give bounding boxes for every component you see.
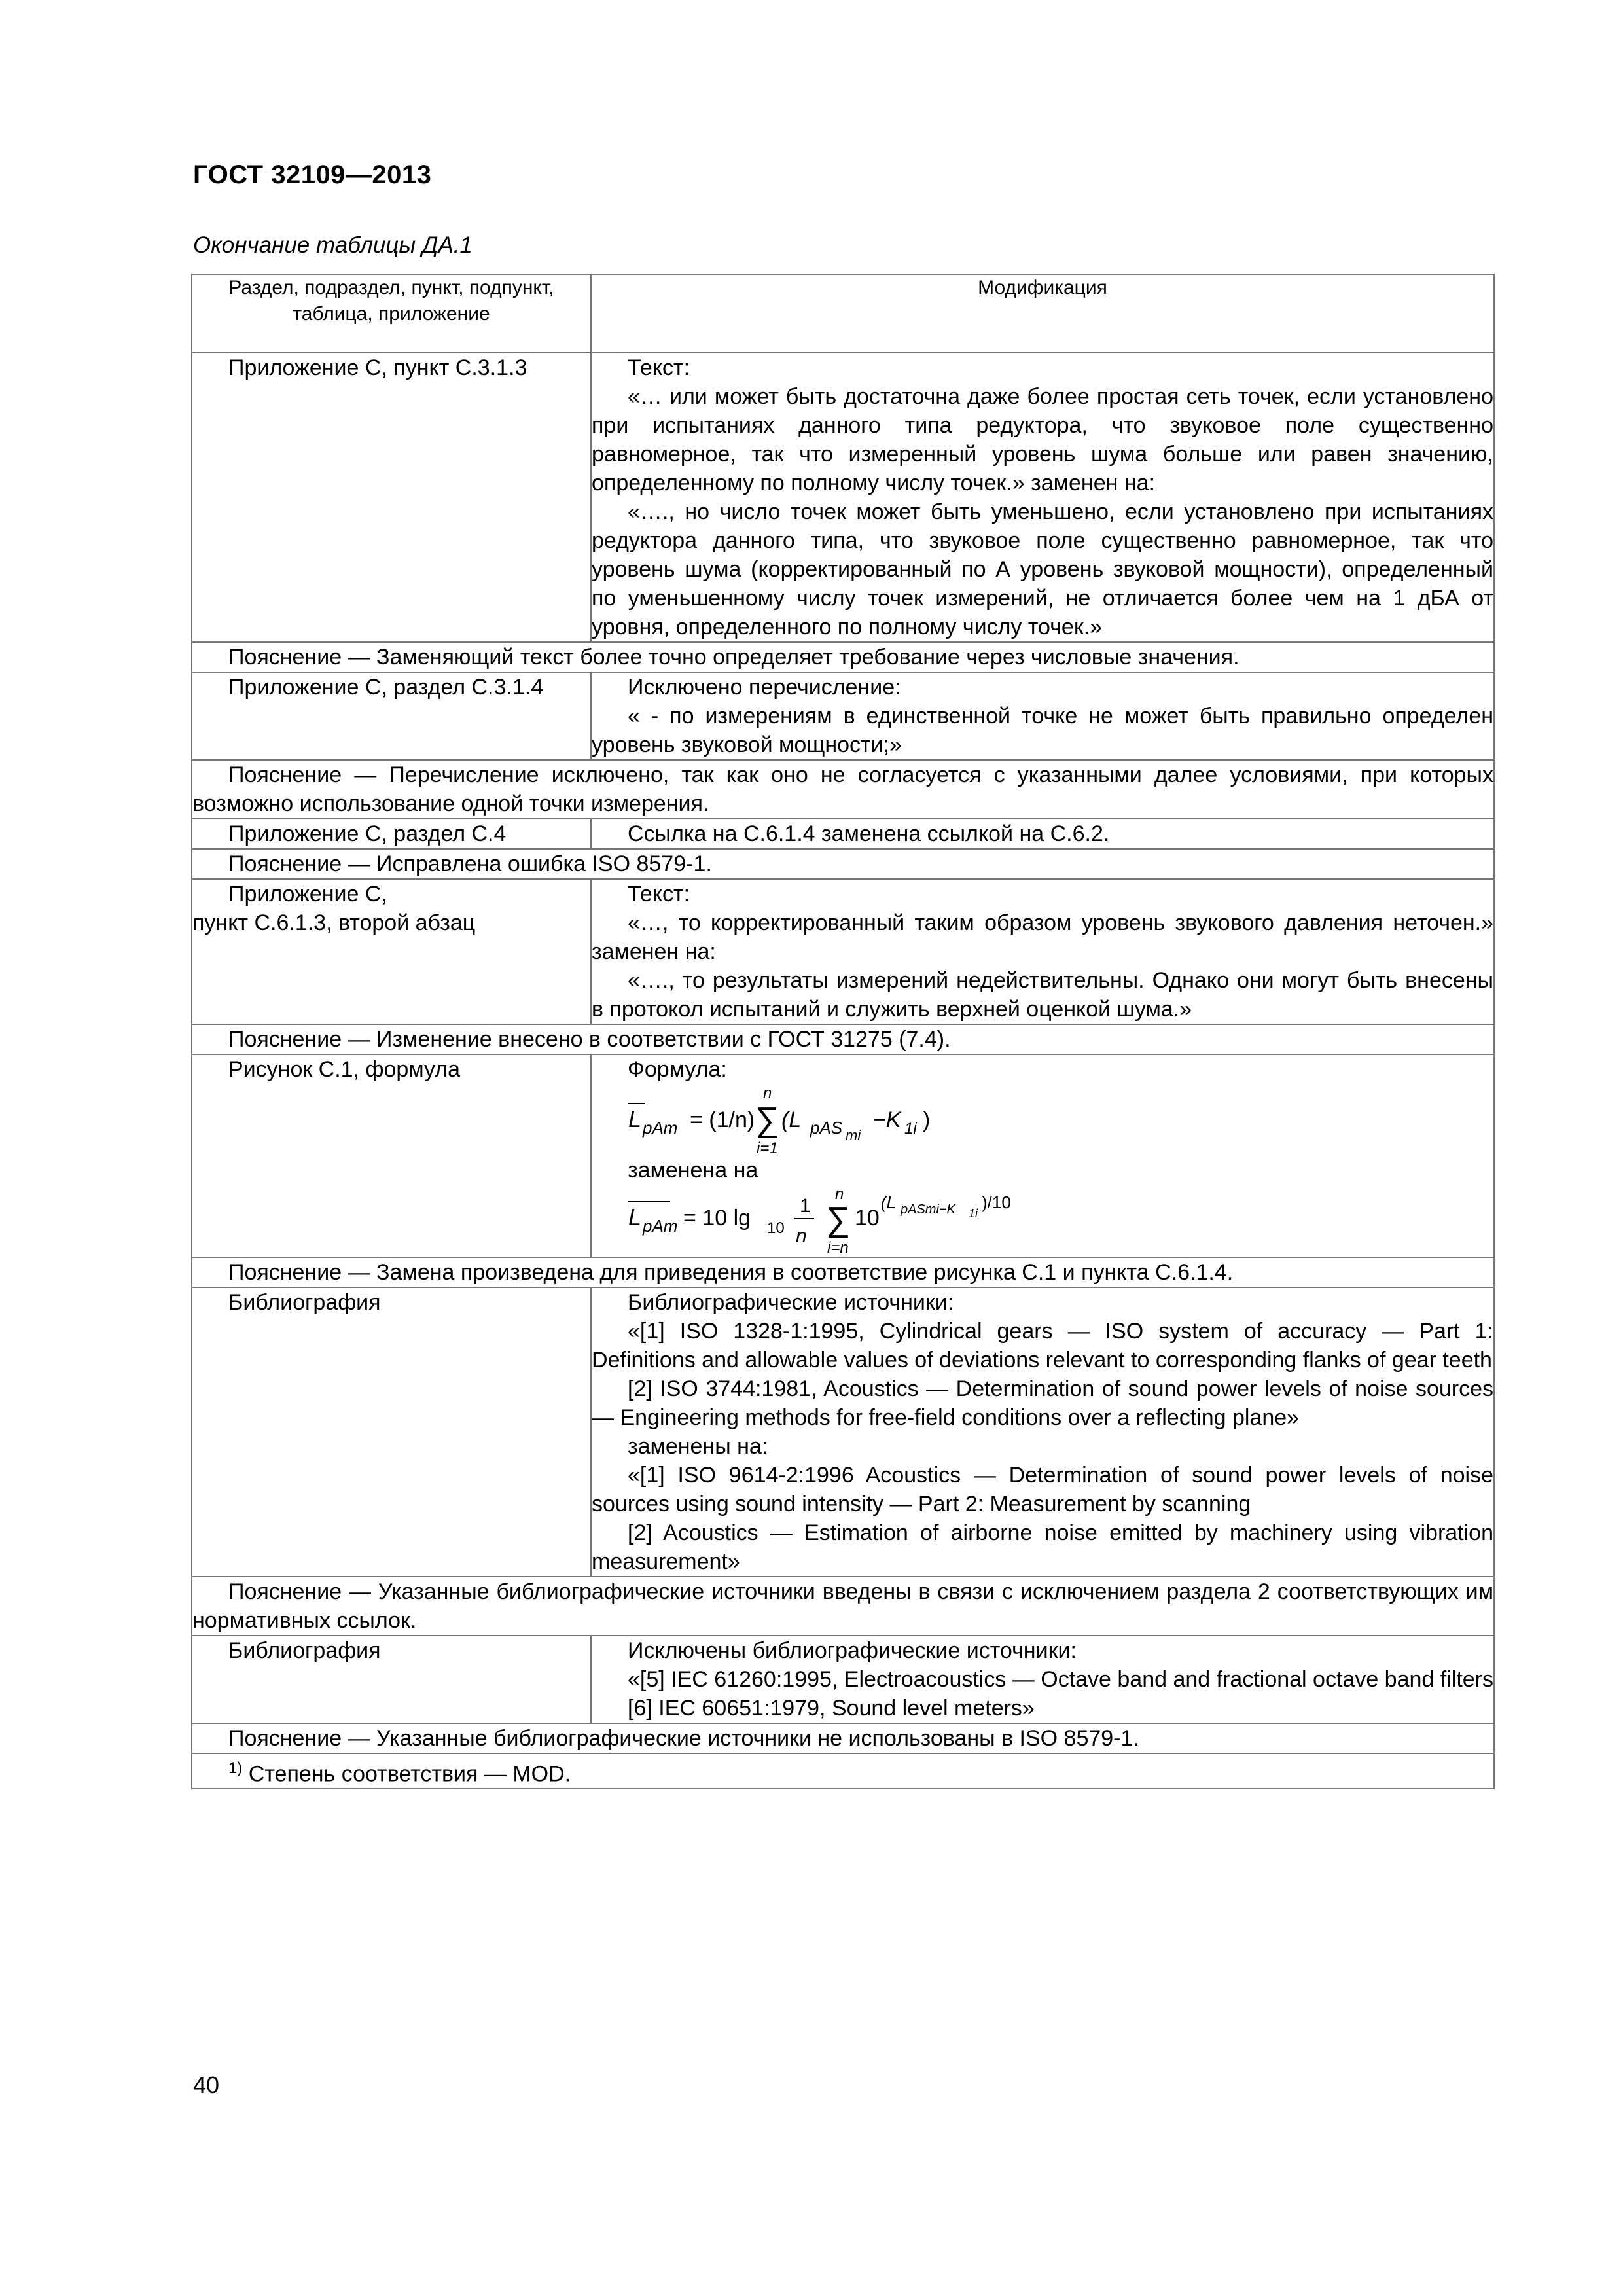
- mod-label: Исключены библиографические источники:: [628, 1638, 1077, 1663]
- table-row: [192, 672, 1494, 760]
- formula-subscript: pAm: [643, 1118, 678, 1138]
- note-row: [192, 1024, 1494, 1054]
- mod-label: Библиографические источники:: [628, 1290, 954, 1315]
- formula-replacement-graphic: [618, 1185, 1141, 1257]
- note-cell: [192, 1257, 1494, 1287]
- table-row: [192, 1636, 1494, 1723]
- note-cell: [192, 642, 1494, 672]
- mod-paragraph: «[1] ISO 1328-1:1995, Cylindrical gears — ISO system of accuracy — Part 1: Definitions and allowable values of deviations relevant to corresponding flanks of gear teeth: [592, 1319, 1493, 1372]
- modification-cell: [591, 1287, 1494, 1577]
- table-row: [192, 1054, 1494, 1257]
- note-text: Пояснение — Указанные библиографические источники введены в связи с исключением раздела 2 соответствующих им нормативных ссылок.: [192, 1579, 1493, 1633]
- note-row: [192, 849, 1494, 879]
- modification-cell: [591, 672, 1494, 760]
- formula-subscript: 1i: [904, 1120, 917, 1138]
- standard-code: ГОСТ 32109—2013: [193, 160, 432, 189]
- formula-subscript: pAS: [810, 1118, 843, 1138]
- table-caption: Окончание таблицы ДА.1: [193, 232, 473, 258]
- footnote-row: [192, 1753, 1494, 1789]
- mod-paragraph: « - по измерениям в единственной точке не может быть правильно определен уровень звуковой мощности;»: [592, 704, 1493, 757]
- formula-text: = (1/n): [690, 1107, 755, 1132]
- formula-symbol: L: [628, 1105, 642, 1132]
- column-header-modification: Модификация: [591, 274, 1494, 353]
- note-text: Пояснение — Замена произведена для приведения в соответствие рисунка С.1 и пункта С.6.1.4.: [228, 1260, 1234, 1285]
- formula-sum-bottom: i=n: [827, 1239, 849, 1257]
- mod-paragraph: «…., то результаты измерений недействительны. Однако они могут быть внесены в протокол испытаний и служить верхней оценкой шума.»: [592, 968, 1493, 1022]
- note-row: [192, 1723, 1494, 1753]
- mod-label: Текст:: [628, 882, 690, 906]
- section-label: Рисунок С.1, формула: [228, 1057, 461, 1082]
- mod-paragraph: «…, то корректированный таким образом уровень звукового давления неточен.» заменен на:: [592, 910, 1493, 964]
- mod-paragraph: «… или может быть достаточна даже более простая сеть точек, если установлено при испытаниях данного типа редуктора, что звуковое поле существенно равномерное, так что измеренный уровень шума больше или равен значению, определенному по полному числу точек.» заменен на:: [592, 384, 1493, 495]
- section-label: Приложение С,: [228, 882, 387, 906]
- note-cell: [192, 1024, 1494, 1054]
- table-row: [192, 353, 1494, 642]
- mod-paragraph: [2] Acoustics — Estimation of airborne noise emitted by machinery using vibration measurement»: [592, 1520, 1493, 1574]
- table-row: [192, 1287, 1494, 1577]
- note-row: [192, 642, 1494, 672]
- note-cell: [192, 1723, 1494, 1753]
- formula-subscript: 10: [767, 1219, 785, 1237]
- formula-text: = 10 lg: [683, 1206, 751, 1230]
- formula-sum-top: n: [835, 1185, 844, 1203]
- mod-paragraph: «…., но число точек может быть уменьшено, если установлено при испытаниях редуктора данного типа, что звуковое поле существенно равномерное, так что уровень шума (корректированный по А уровень звуковой мощности), определенный по уменьшенному числу точек измерений, не отличается более чем на 1 дБА от уровня, определенного по полному числу точек.»: [592, 499, 1493, 639]
- formula-exponent: )/10: [982, 1193, 1011, 1212]
- formula-text: −K: [873, 1107, 901, 1132]
- note-cell: [192, 849, 1494, 879]
- section-cell: [192, 672, 591, 760]
- note-text: Пояснение — Указанные библиографические источники не использованы в ISO 8579-1.: [228, 1726, 1139, 1751]
- section-cell: [192, 1287, 591, 1577]
- formula-subscript: mi: [846, 1127, 861, 1143]
- note-text: Пояснение — Заменяющий текст более точно определяет требование через числовые значения.: [228, 645, 1240, 670]
- formula-exponent-subscript: pASmi−K: [901, 1202, 955, 1217]
- note-row: [192, 1577, 1494, 1636]
- formula-fraction-numerator: 1: [800, 1195, 811, 1217]
- section-cell: [192, 1054, 591, 1257]
- table-row: [192, 879, 1494, 1024]
- formula-sum-top: n: [763, 1085, 772, 1102]
- formula-sum-bottom: i=1: [757, 1139, 778, 1156]
- column-header-section: Раздел, подраздел, пункт, подпункт, таблица, приложение: [192, 274, 591, 353]
- mod-paragraph: [6] IEC 60651:1979, Sound level meters»: [628, 1696, 1035, 1721]
- sigma-symbol: ∑: [826, 1200, 851, 1238]
- sigma-symbol: ∑: [755, 1101, 780, 1139]
- footnote-mark: 1): [228, 1759, 243, 1777]
- formula-fraction-denominator: n: [796, 1225, 807, 1247]
- modification-cell: [591, 353, 1494, 642]
- note-row: [192, 1257, 1494, 1287]
- note-text: Пояснение — Перечисление исключено, так как оно не согласуется с указанными далее условиями, при которых возможно использование одной точки измерения.: [192, 762, 1493, 816]
- mod-label: Исключено перечисление:: [628, 675, 901, 700]
- section-cell: [192, 879, 591, 1024]
- mod-label: Текст:: [628, 355, 690, 380]
- formula-exponent-subscript: 1i: [969, 1207, 978, 1220]
- modification-table: [191, 274, 1495, 1789]
- section-label: Библиография: [228, 1638, 381, 1663]
- section-label: пункт С.6.1.3, второй абзац: [192, 910, 476, 935]
- note-row: [192, 760, 1494, 819]
- footnote: [192, 1754, 1493, 1788]
- mod-label: Формула:: [628, 1057, 727, 1082]
- formula-original: [592, 1084, 1493, 1156]
- table-header-row: [192, 274, 1494, 353]
- footnote-cell: [192, 1753, 1494, 1789]
- note-cell: [192, 1577, 1494, 1636]
- mod-paragraph: «[5] IEC 61260:1995, Electroacoustics — Octave band and fractional octave band filters: [628, 1667, 1493, 1692]
- formula-exponent: (L: [881, 1193, 897, 1212]
- section-cell: [192, 1636, 591, 1723]
- formula-symbol: L: [628, 1204, 642, 1230]
- table-row: [192, 819, 1494, 849]
- formula-text: (L: [781, 1107, 802, 1132]
- mod-paragraph: «[1] ISO 9614-2:1996 Acoustics — Determination of sound power levels of noise sources using sound intensity — Part 2: Measurement by scanning: [592, 1463, 1493, 1516]
- formula-text: 10: [855, 1206, 880, 1230]
- mod-paragraph: заменены на:: [628, 1434, 768, 1459]
- mod-paragraph: заменена на: [628, 1158, 758, 1183]
- section-label: Приложение С, раздел С.3.1.4: [228, 675, 544, 700]
- formula-text: ): [923, 1107, 931, 1132]
- section-cell: [192, 819, 591, 849]
- page-number: 40: [193, 2072, 220, 2098]
- section-label: Приложение С, пункт С.3.1.3: [228, 355, 527, 380]
- section-label: Приложение С, раздел С.4: [228, 821, 507, 846]
- note-text: Пояснение — Изменение внесено в соответствии с ГОСТ 31275 (7.4).: [228, 1027, 951, 1052]
- modification-cell: [591, 879, 1494, 1024]
- modification-cell: [591, 819, 1494, 849]
- mod-paragraph: Ссылка на С.6.1.4 заменена ссылкой на С.6.2.: [628, 821, 1110, 846]
- modification-cell: [591, 1054, 1494, 1257]
- formula-replacement: [592, 1185, 1493, 1257]
- modification-cell: [591, 1636, 1494, 1723]
- formula-subscript: pAm: [643, 1216, 678, 1236]
- section-label: Библиография: [228, 1290, 381, 1315]
- note-cell: [192, 760, 1494, 819]
- footnote-text: Степень соответствия — MOD.: [248, 1761, 571, 1787]
- section-cell: [192, 353, 591, 642]
- note-text: Пояснение — Исправлена ошибка ISO 8579-1.: [228, 852, 712, 876]
- mod-paragraph: [2] ISO 3744:1981, Acoustics — Determination of sound power levels of noise sources — Engineering methods for free-field conditions over a reflecting plane»: [592, 1376, 1493, 1430]
- formula-original-graphic: [618, 1084, 1076, 1156]
